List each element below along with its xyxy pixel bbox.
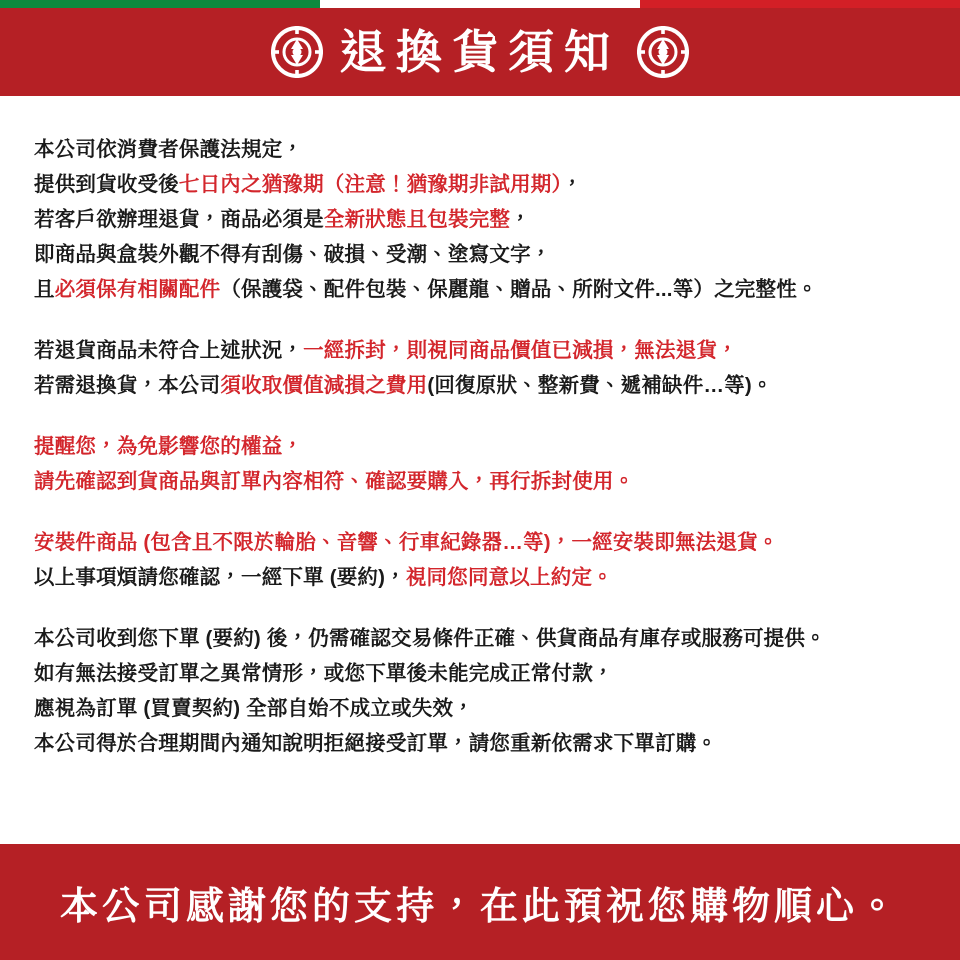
header-banner (0, 8, 960, 96)
policy-line (34, 560, 926, 595)
policy-paragraph (34, 621, 926, 761)
policy-line (34, 368, 926, 403)
policy-text-highlight: 必須保有相關配件 (54, 278, 221, 301)
policy-paragraph (34, 429, 926, 499)
policy-text-highlight: 請先確認到貨商品與訂單內容相符、確認要購入，再行拆封使用。 (34, 470, 635, 493)
strip-segment-green (0, 0, 320, 8)
policy-text: 且 (34, 278, 55, 301)
policy-paragraph (34, 525, 926, 595)
policy-line (34, 333, 926, 368)
policy-text-highlight: 視同您同意以上約定。 (405, 566, 613, 589)
policy-line (34, 202, 926, 237)
policy-text: 即商品與盒裝外觀不得有刮傷、破損、受潮、塗寫文字， (34, 243, 552, 266)
policy-text: 若客戶欲辦理退貨，商品必須是 (34, 208, 324, 231)
policy-line (34, 691, 926, 726)
strip-segment-white (320, 0, 640, 8)
policy-line (34, 726, 926, 761)
policy-text-highlight: 須收取價值減損之費用 (220, 374, 428, 397)
policy-paragraph (34, 132, 926, 307)
policy-paragraph (34, 333, 926, 403)
policy-text: 以上事項煩請您確認，一經下單 (要約)， (34, 566, 406, 589)
policy-text: 如有無法接受訂單之異常情形，或您下單後未能完成正常付款， (34, 662, 614, 685)
policy-line (34, 272, 926, 307)
tire-wheel-icon (270, 25, 324, 79)
policy-text-highlight: 提醒您，為免影響您的權益， (34, 435, 304, 458)
policy-text: ， (561, 173, 583, 196)
policy-line (34, 132, 926, 167)
page-title: 退換貨須知 (340, 26, 620, 78)
policy-text: 若需退換貨，本公司 (34, 374, 221, 397)
strip-segment-red (640, 0, 960, 8)
policy-line (34, 429, 926, 464)
policy-line (34, 621, 926, 656)
policy-text: 若退貨商品未符合上述狀況， (34, 339, 304, 362)
policy-text: 應視為訂單 (買賣契約) 全部自始不成立或失效， (34, 697, 474, 720)
policy-text-highlight: 七日內之猶豫期（注意！猶豫期非試用期） (178, 173, 562, 196)
policy-text-highlight: 全新狀態且包裝完整 (323, 208, 511, 231)
policy-text: (回復原狀、整新費、遞補缺件…等)。 (427, 374, 773, 397)
policy-text: 本公司得於合理期間內通知說明拒絕接受訂單，請您重新依需求下單訂購。 (34, 732, 718, 755)
policy-text-highlight: 一經拆封，則視同商品價值已減損，無法退貨， (303, 339, 738, 362)
policy-body (0, 96, 960, 844)
tire-wheel-icon (636, 25, 690, 79)
policy-line (34, 656, 926, 691)
footer-banner (0, 844, 960, 960)
policy-text: ， (510, 208, 531, 231)
policy-text: 本公司依消費者保護法規定， (34, 138, 304, 161)
policy-line (34, 464, 926, 499)
tricolor-strip (0, 0, 960, 8)
policy-text: 提供到貨收受後 (34, 173, 179, 196)
policy-line (34, 237, 926, 272)
policy-text-highlight: 安裝件商品 (包含且不限於輪胎、音響、行車紀錄器…等)，一經安裝即無法退貨。 (34, 531, 779, 554)
footer-message: 本公司感謝您的支持，在此預祝您購物順心。 (59, 885, 900, 928)
policy-line (34, 525, 926, 560)
policy-text: 本公司收到您下單 (要約) 後，仍需確認交易條件正確、供貨商品有庫存或服務可提供。 (34, 627, 826, 650)
policy-line (34, 167, 926, 202)
policy-text: （保護袋、配件包裝、保麗龍、贈品、所附文件...等）之完整性。 (220, 278, 818, 301)
